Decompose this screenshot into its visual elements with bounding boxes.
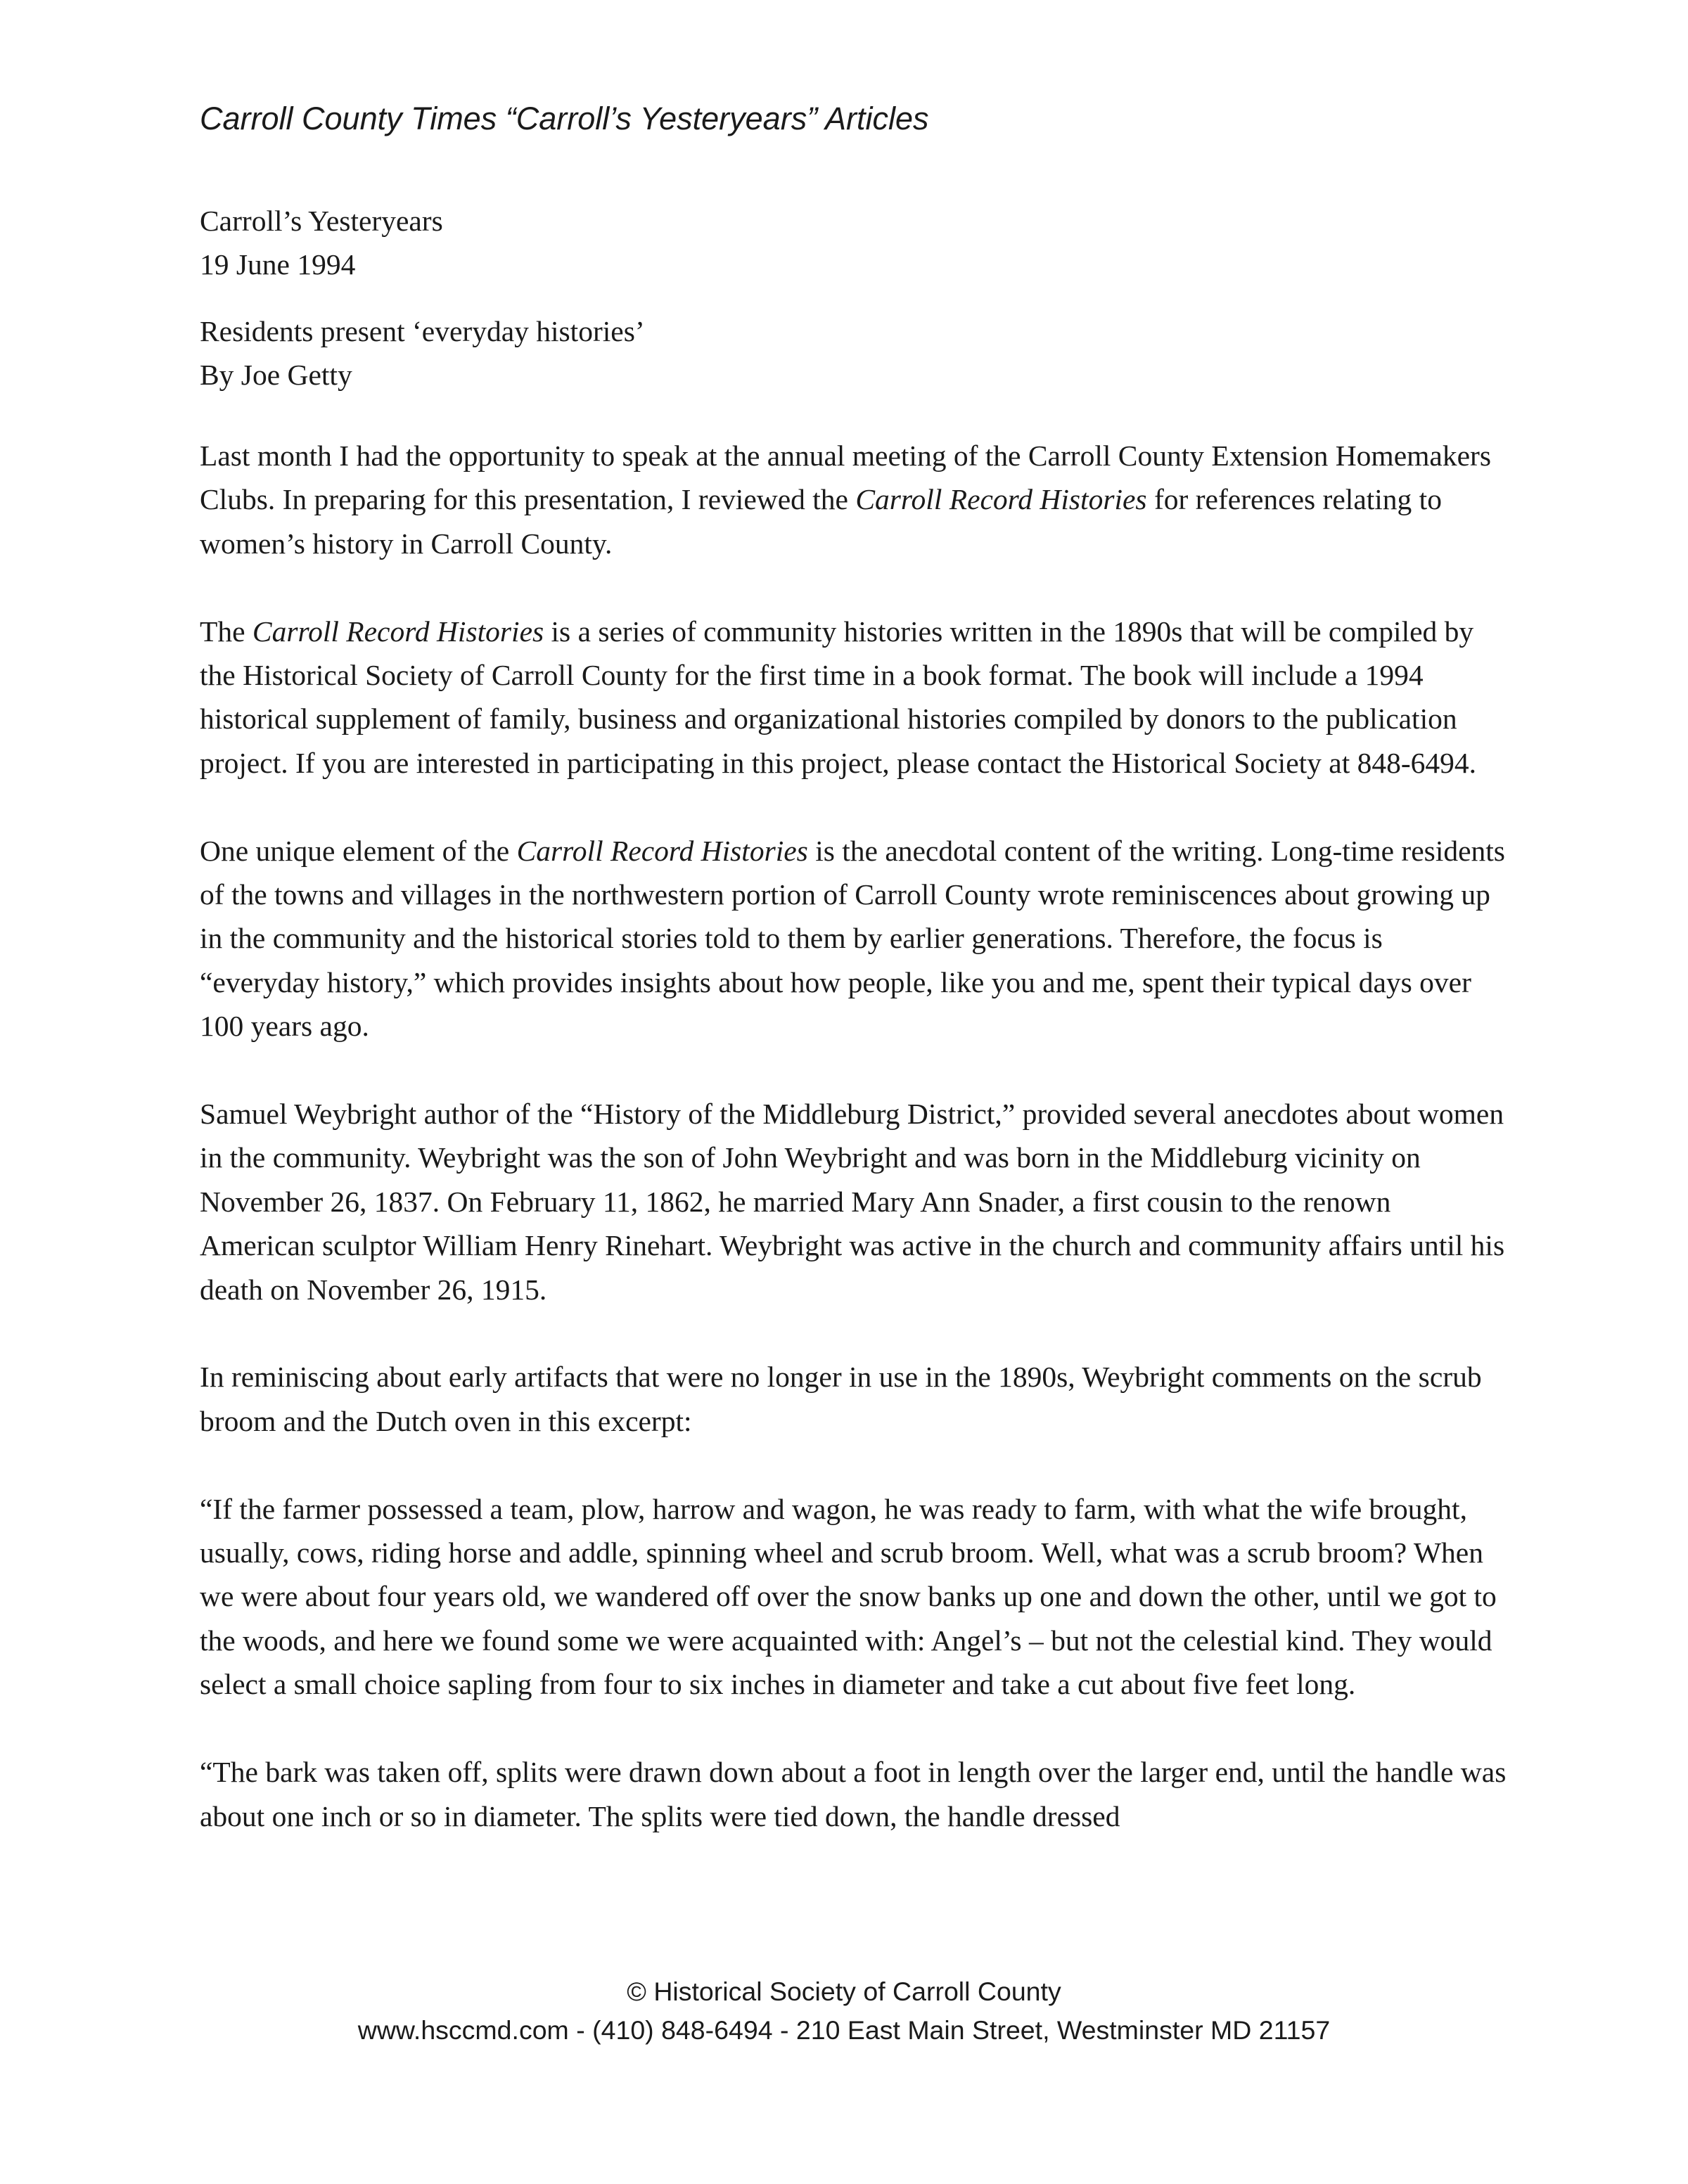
byline: By Joe Getty: [200, 359, 352, 392]
paragraph-1-text-b: for references relating to women’s history in Carroll County.: [200, 483, 1442, 560]
paragraph-3-text-a: One unique element of the: [200, 834, 517, 867]
article-meta: [200, 199, 1508, 287]
paragraph-1: [200, 434, 1508, 565]
paragraph-2-text-a: The: [200, 615, 252, 648]
series-title: Carroll County Times “Carroll’s Yesteryears” Articles: [200, 101, 929, 136]
article-headline: [200, 309, 1508, 397]
paragraph-3-book-title: Carroll Record Histories: [516, 834, 808, 867]
headline-title: Residents present ‘everyday histories’: [200, 315, 645, 347]
column-name: Carroll’s Yesteryears: [200, 205, 443, 237]
paragraph-3: [200, 829, 1508, 1048]
footer-contact: www.hsccmd.com - (410) 848-6494 - 210 East Main Street, Westminster MD 21157: [357, 2015, 1331, 2045]
paragraph-5: In reminiscing about early artifacts that were no longer in use in the 1890s, Weybright comments on the scrub broom and the Dutch oven in this excerpt:: [200, 1361, 1482, 1437]
paragraph-4: Samuel Weybright author of the “History of the Middleburg District,” provided several anecdotes about women in the community. Weybright was the son of John Weybright and was born in the Middleburg vicinity on November 26, 1837. On February 11, 1862, he married Mary Ann Snader, a first cousin to the renown American sculptor William Henry Rinehart. Weybright was active in the church and community affairs until his death on November 26, 1915.: [200, 1098, 1505, 1306]
paragraph-2-book-title: Carroll Record Histories: [252, 615, 544, 648]
footer-copyright: © Historical Society of Carroll County: [627, 1977, 1061, 2006]
paragraph-2-text-b: is a series of community histories written in the 1890s that will be compiled by the Historical Society of Carroll County for the first time in a book format. The book will include a 1994 historical supplement of family, business and organizational histories compiled by donors to the publication project. If you are interested in participating in this project, please contact the Historical Society at 848-6494.: [200, 615, 1477, 779]
paragraph-2: [200, 610, 1508, 785]
paragraph-1-book-title: Carroll Record Histories: [855, 483, 1147, 516]
article-body: [200, 434, 1508, 1838]
publication-date: 19 June 1994: [200, 248, 356, 281]
paragraph-6-quote: “If the farmer possessed a team, plow, harrow and wagon, he was ready to farm, with what the wife brought, usually, cows, riding horse and addle, spinning wheel and scrub broom. Well, what was a scrub broom? When we were about four years old, we wandered off over the snow banks up one and down the other, until we got to the woods, and here we found some we were acquainted with: Angel’s – but not the celestial kind. They would select a small choice sapling from four to six inches in diameter and take a cut about five feet long.: [200, 1492, 1497, 1701]
page-footer: [0, 1972, 1688, 2050]
paragraph-1-text-a: Last month I had the opportunity to speak at the annual meeting of the Carroll County Extension Homemakers Clubs. In preparing for this presentation, I reviewed the: [200, 439, 1491, 516]
paragraph-3-text-b: is the anecdotal content of the writing. Long-time residents of the towns and villages in the northwestern portion of Carroll County wrote reminiscences about growing up in the community and the historical stories told to them by earlier generations. Therefore, the focus is “everyday history,” which provides insights about how people, like you and me, spent their typical days over 100 years ago.: [200, 834, 1505, 1043]
paragraph-7-quote: “The bark was taken off, splits were drawn down about a foot in length over the larger end, until the handle was about one inch or so in diameter. The splits were tied down, the handle dressed: [200, 1756, 1507, 1832]
